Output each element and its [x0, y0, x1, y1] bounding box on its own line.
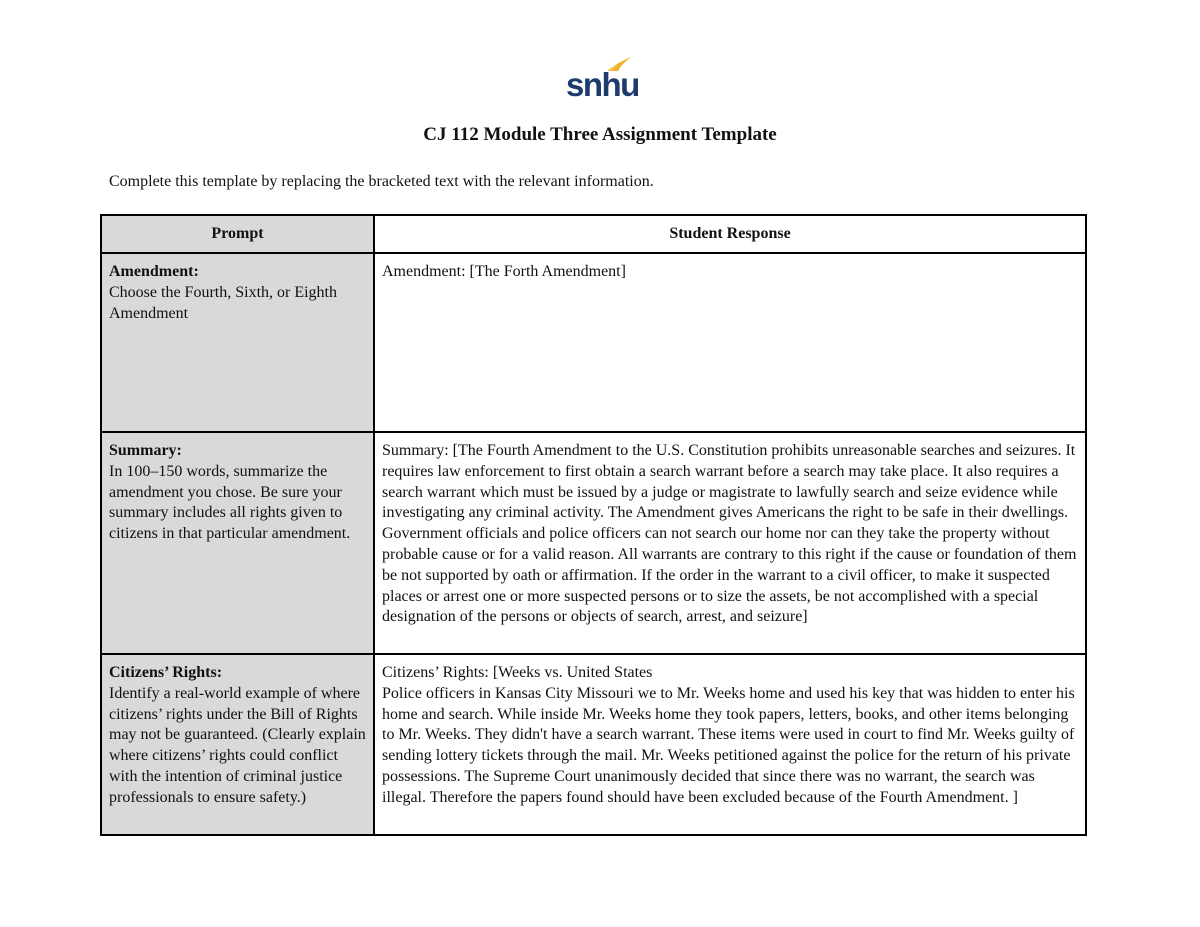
prompt-cell	[101, 432, 374, 654]
response-cell[interactable]	[374, 253, 1086, 432]
table-row-citizens-rights	[101, 654, 1086, 835]
response-heading-text[interactable]: Citizens’ Rights: [Weeks vs. United States	[382, 664, 653, 681]
response-cell[interactable]	[374, 654, 1086, 835]
prompt-description: Identify a real-world example of where citizens’ rights under the Bill of Rights may not be guaranteed. (Clearly explain where citizens’ rights could conflict with the intention of criminal justice professionals to ensure safety.)	[109, 684, 366, 806]
response-text[interactable]: Police officers in Kansas City Missouri we to Mr. Weeks home and used his key that was hidden to enter his home and search. While inside Mr. Weeks home they took papers, letters, books, and other items belonging to Mr. Weeks. They didn't have a search warrant. These items were used in court to find Mr. Weeks guilty of sending lottery tickets through the mail. Mr. Weeks petitioned against the police for the return of his private possessions. The Supreme Court unanimously decided that since there was no warrant, the search was illegal. Therefore the papers found should have been excluded because of the Fourth Amendment. ]	[382, 684, 1075, 806]
table-row-summary	[101, 432, 1086, 654]
prompt-description: Choose the Fourth, Sixth, or Eighth Amendment	[109, 283, 337, 322]
header-prompt: Prompt	[101, 215, 374, 253]
prompt-cell	[101, 253, 374, 432]
prompt-title: Amendment:	[109, 263, 199, 280]
prompt-title: Citizens’ Rights:	[109, 664, 223, 681]
prompt-title: Summary:	[109, 442, 182, 459]
logo-wordmark: snhu	[566, 66, 639, 103]
snhu-logo	[566, 56, 639, 104]
template-table	[100, 214, 1087, 836]
response-text[interactable]: Amendment: [The Forth Amendment]	[382, 263, 626, 280]
table-row-amendment	[101, 253, 1086, 432]
response-text[interactable]: Summary: [The Fourth Amendment to the U.S. Constitution prohibits unreasonable searches and seizures. It requires law enforcement to first obtain a search warrant before a search may take place. It also requires a search warrant which must be issued by a judge or magistrate to lawfully search and seize evidence while investigating any criminal activity. The Amendment gives Americans the right to be safe in their dwellings. Government officials and police officers can not search our home nor can they take the property without probable cause or for a valid reason. All warrants are contrary to this right if the cause or foundation of them be not supported by oath or affirmation. If the order in the warrant to a civil officer, to make it suspected places or arrest one or more suspected persons or to size the assets, be not accomplished with a special designation of the persons or objects of search, arrest, and seizure]	[382, 442, 1077, 626]
header-student-response: Student Response	[374, 215, 1086, 253]
instructions-text: Complete this template by replacing the bracketed text with the relevant information.	[109, 173, 654, 190]
table-header-row	[101, 215, 1086, 253]
prompt-description: In 100–150 words, summarize the amendment you chose. Be sure your summary includes all rights given to citizens in that particular amendment.	[109, 462, 351, 543]
page-title: CJ 112 Module Three Assignment Template	[423, 124, 777, 145]
response-cell[interactable]	[374, 432, 1086, 654]
prompt-cell	[101, 654, 374, 835]
